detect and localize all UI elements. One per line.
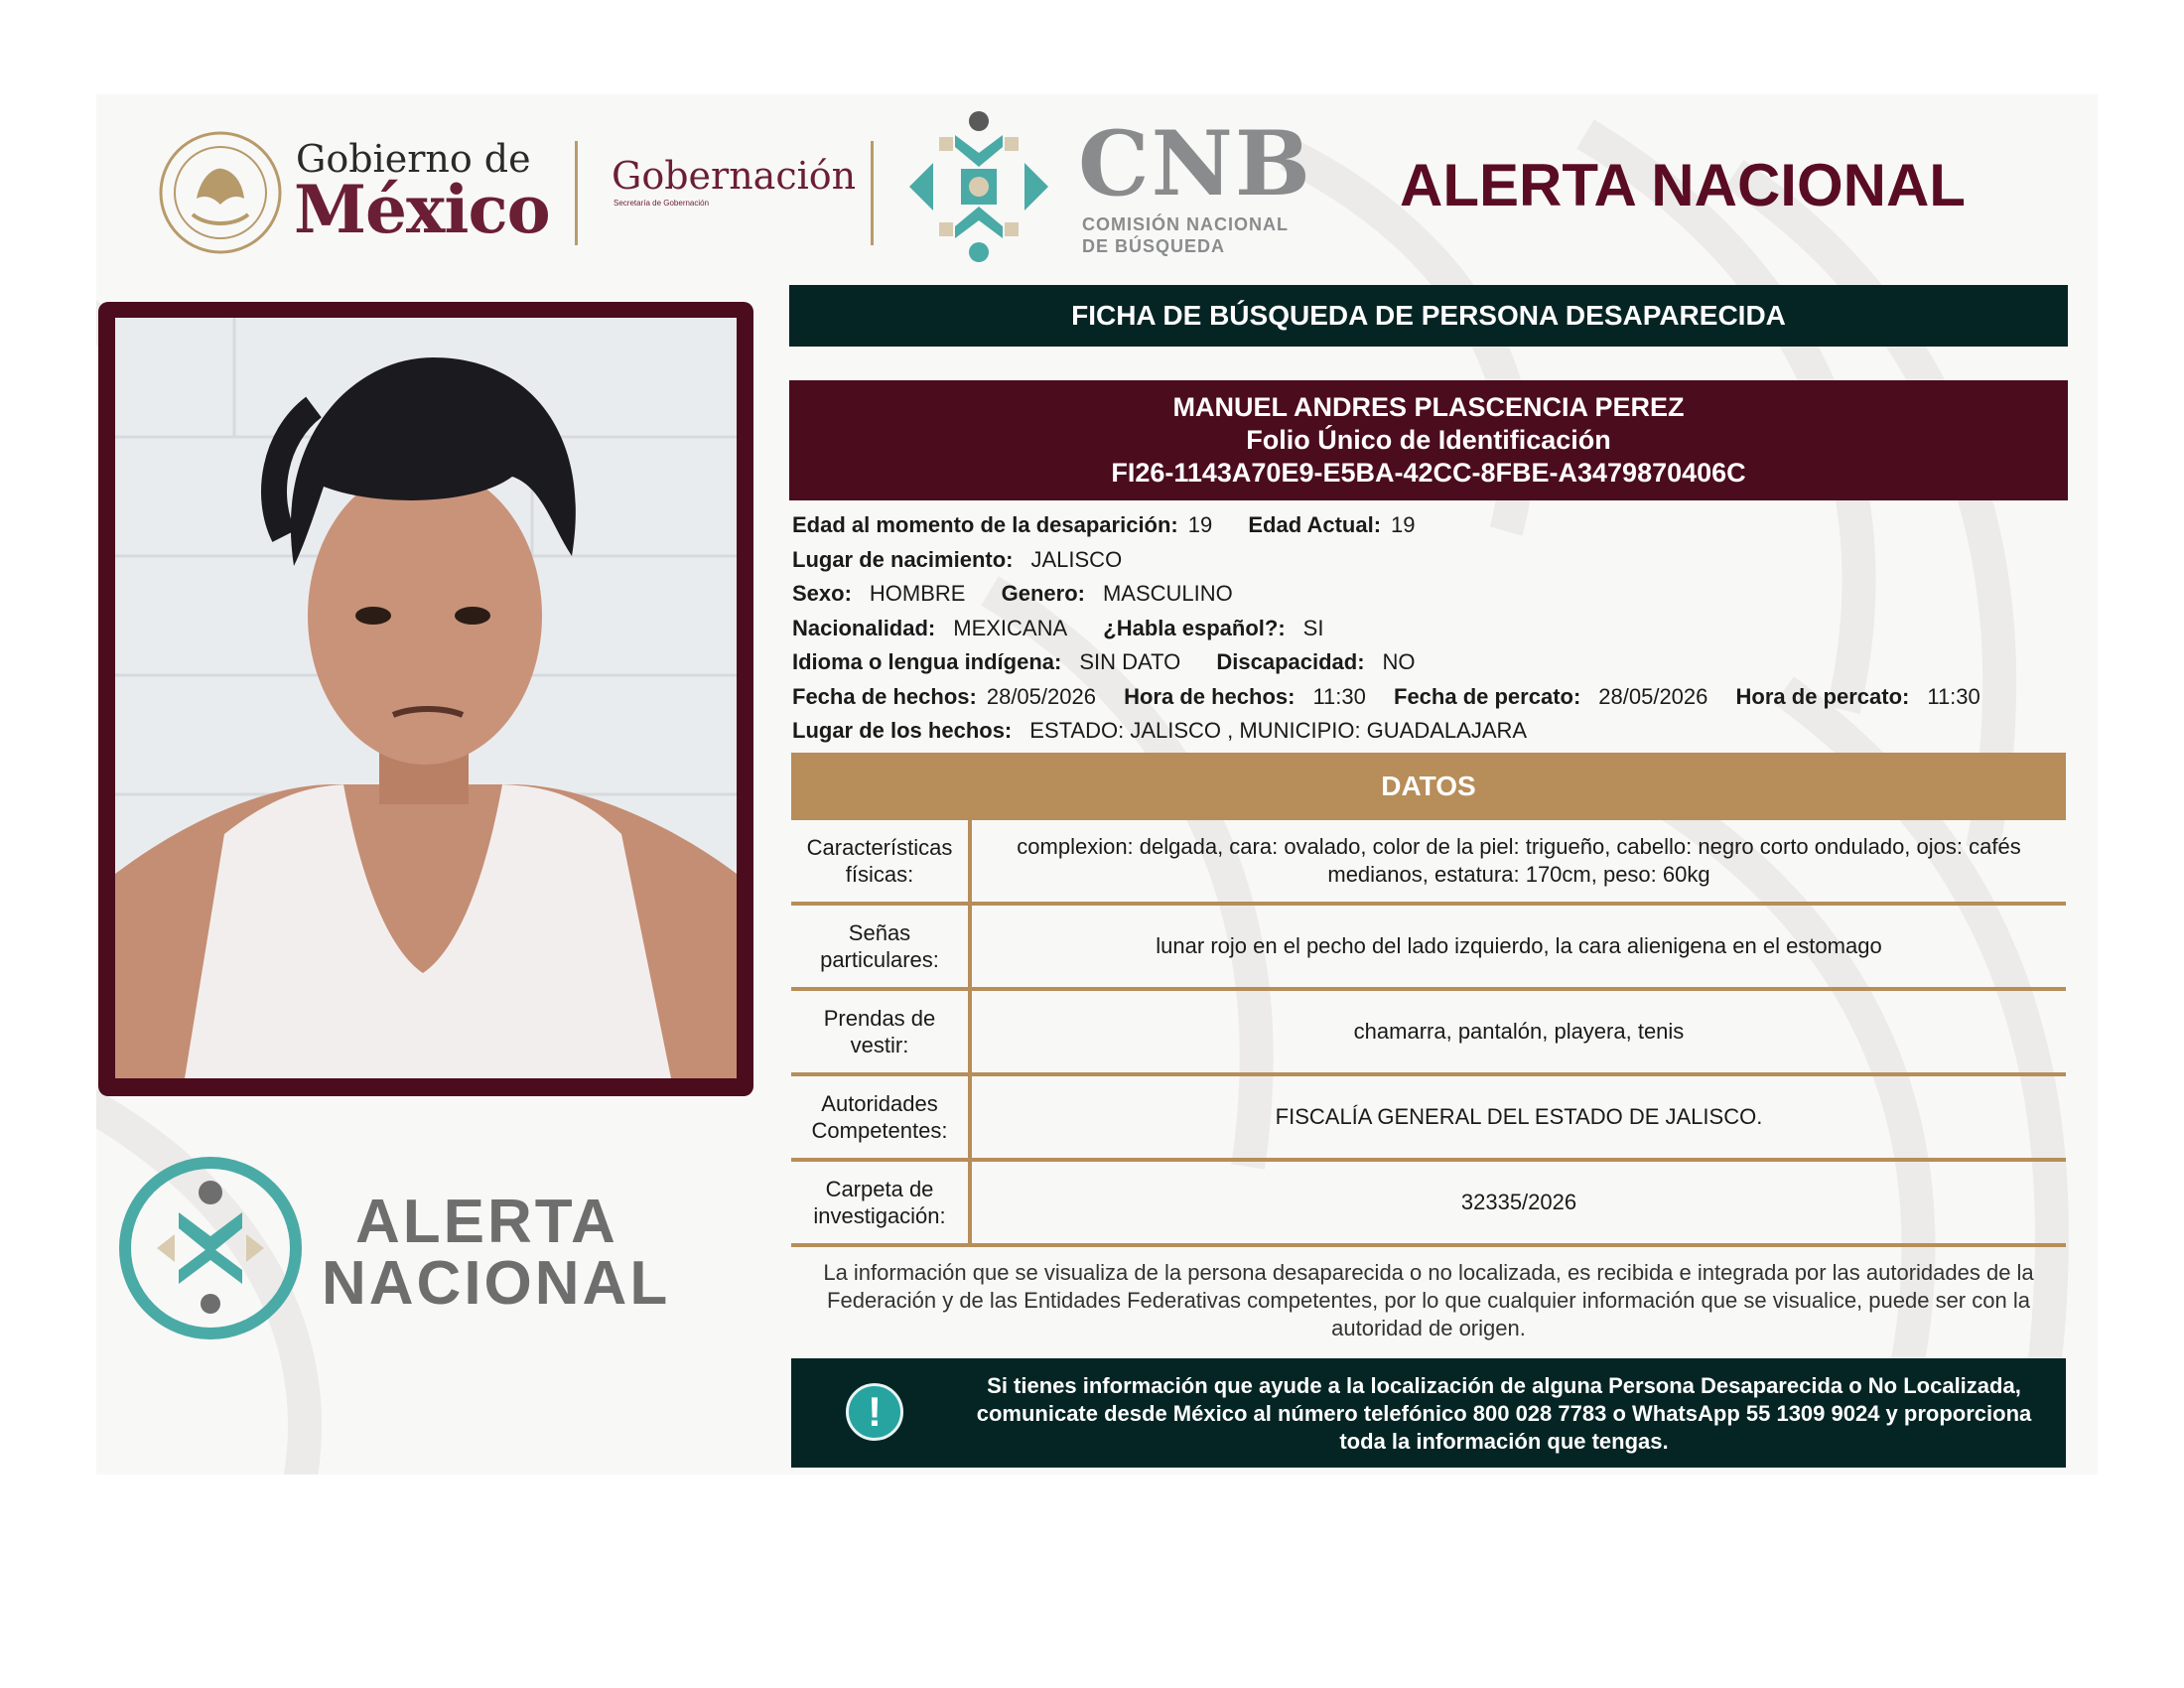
- cnb-text: CNB: [1078, 111, 1312, 216]
- alerta-nacional-logo-text: [322, 1188, 671, 1318]
- info-value: 28/05/2026: [1598, 683, 1708, 709]
- cnb-subtitle-line: DE BÚSQUEDA: [1082, 236, 1226, 256]
- datos-row: [791, 1162, 2066, 1247]
- exclamation-icon: !: [846, 1383, 903, 1441]
- info-value: MASCULINO: [1102, 581, 1233, 606]
- datos-row: [791, 906, 2066, 991]
- cnb-subtitle-line: COMISIÓN NACIONAL: [1082, 214, 1289, 234]
- info-value: SIN DATO: [1079, 649, 1181, 674]
- folio-label: Folio Único de Identificación: [1246, 425, 1611, 455]
- header-divider: [871, 141, 874, 245]
- info-label: Fecha de hechos:: [792, 683, 977, 709]
- datos-row: [791, 991, 2066, 1076]
- gobernacion-subtitle: Secretaría de Gobernación: [614, 199, 710, 208]
- info-label: Edad Actual:: [1248, 512, 1382, 537]
- datos-label: Autoridades Competentes:: [791, 1076, 972, 1158]
- datos-value: FISCALÍA GENERAL DEL ESTADO DE JALISCO.: [1275, 1104, 1763, 1129]
- datos-value: 32335/2026: [1460, 1190, 1577, 1214]
- info-label: Hora de percato:: [1735, 683, 1910, 709]
- info-value: 19: [1187, 512, 1213, 537]
- info-row: [792, 680, 2073, 715]
- info-value: 19: [1391, 512, 1416, 537]
- info-label: Discapacidad:: [1216, 649, 1365, 674]
- cnb-logo-icon: [899, 107, 1058, 266]
- datos-label: Prendas de vestir:: [791, 991, 972, 1072]
- info-label: Sexo:: [792, 581, 852, 606]
- datos-label: Señas particulares:: [791, 906, 972, 987]
- info-row: [792, 645, 2073, 680]
- info-value: JALISCO: [1030, 546, 1123, 572]
- header-divider: [575, 141, 578, 245]
- info-value: NO: [1382, 649, 1416, 674]
- folio-value: FI26-1143A70E9-E5BA-42CC-8FBE-A3479870406C: [1111, 458, 1746, 488]
- datos-label: Carpeta de investigación:: [791, 1162, 972, 1243]
- info-label: Lugar de nacimiento:: [792, 546, 1014, 572]
- person-name: MANUEL ANDRES PLASCENCIA PEREZ: [1172, 392, 1685, 422]
- info-value: MEXICANA: [953, 615, 1068, 640]
- datos-row: [791, 1076, 2066, 1162]
- info-label: Idioma o lengua indígena:: [792, 649, 1062, 674]
- info-row: [792, 543, 2073, 578]
- datos-label: Características físicas:: [791, 820, 972, 902]
- info-value: 11:30: [1312, 683, 1366, 709]
- cnb-subtitle: [1082, 213, 1320, 257]
- logo-line: ALERTA: [355, 1188, 618, 1256]
- mexico-seal-icon: [157, 129, 284, 256]
- contact-text: Si tienes información que ayude a la localización de alguna Persona Desaparecida o No Localizada, comunicate desde México al número telefónico 800 028 7783 o WhatsApp 55 1309 9024 y proporciona toda la información que tengas.: [976, 1373, 2032, 1454]
- info-row: [792, 577, 2073, 612]
- info-value: 11:30: [1927, 683, 1980, 709]
- info-label: Lugar de los hechos:: [792, 718, 1013, 743]
- datos-value: chamarra, pantalón, playera, tenis: [1353, 1019, 1685, 1044]
- ficha-title: FICHA DE BÚSQUEDA DE PERSONA DESAPARECIDA: [789, 285, 2068, 347]
- logo-line: NACIONAL: [322, 1249, 671, 1318]
- info-row: [792, 508, 2073, 543]
- info-value: 28/05/2026: [986, 683, 1096, 709]
- info-label: Hora de hechos:: [1124, 683, 1296, 709]
- info-label: Fecha de percato:: [1394, 683, 1581, 709]
- person-info: [792, 508, 2073, 749]
- gobernacion-text: Gobernación: [612, 154, 857, 198]
- alert-title: ALERTA NACIONAL: [1400, 152, 1966, 218]
- info-label: Nacionalidad:: [792, 615, 936, 640]
- info-label: ¿Habla español?:: [1103, 615, 1286, 640]
- datos-title: DATOS: [791, 753, 2066, 820]
- datos-row: [791, 820, 2066, 906]
- disclaimer-text: La información que se visualiza de la persona desaparecida o no localizada, es recibida e integrada por las autoridades de la Federación y de las Entidades Federativas competentes, por lo que cualquier información que se visualice, puede ser con la autoridad de origen.: [823, 1260, 2034, 1340]
- info-label: Edad al momento de la desaparición:: [792, 512, 1178, 537]
- contact-banner: [791, 1358, 2066, 1468]
- alerta-nacional-logo-icon: [117, 1155, 304, 1341]
- info-row: [792, 714, 2073, 749]
- info-label: Genero:: [1001, 581, 1085, 606]
- info-row: [792, 612, 2073, 646]
- datos-value: complexion: delgada, cara: ovalado, color de la piel: trigueño, cabello: negro corto ondulado, ojos: cafés medianos, estatura: 170cm, peso: 60kg: [1017, 834, 2021, 887]
- datos-table: [791, 820, 2066, 1247]
- person-header: [789, 380, 2068, 500]
- info-value: HOMBRE: [869, 581, 966, 606]
- datos-value: lunar rojo en el pecho del lado izquierdo, la cara alienigena en el estomago: [1156, 933, 1882, 958]
- info-value: ESTADO: JALISCO , MUNICIPIO: GUADALAJARA: [1029, 718, 1528, 743]
- person-photo: [115, 318, 737, 1078]
- mexico-text: México: [294, 171, 550, 248]
- info-value: SI: [1302, 615, 1324, 640]
- gobierno-de-text: Gobierno de: [296, 137, 531, 181]
